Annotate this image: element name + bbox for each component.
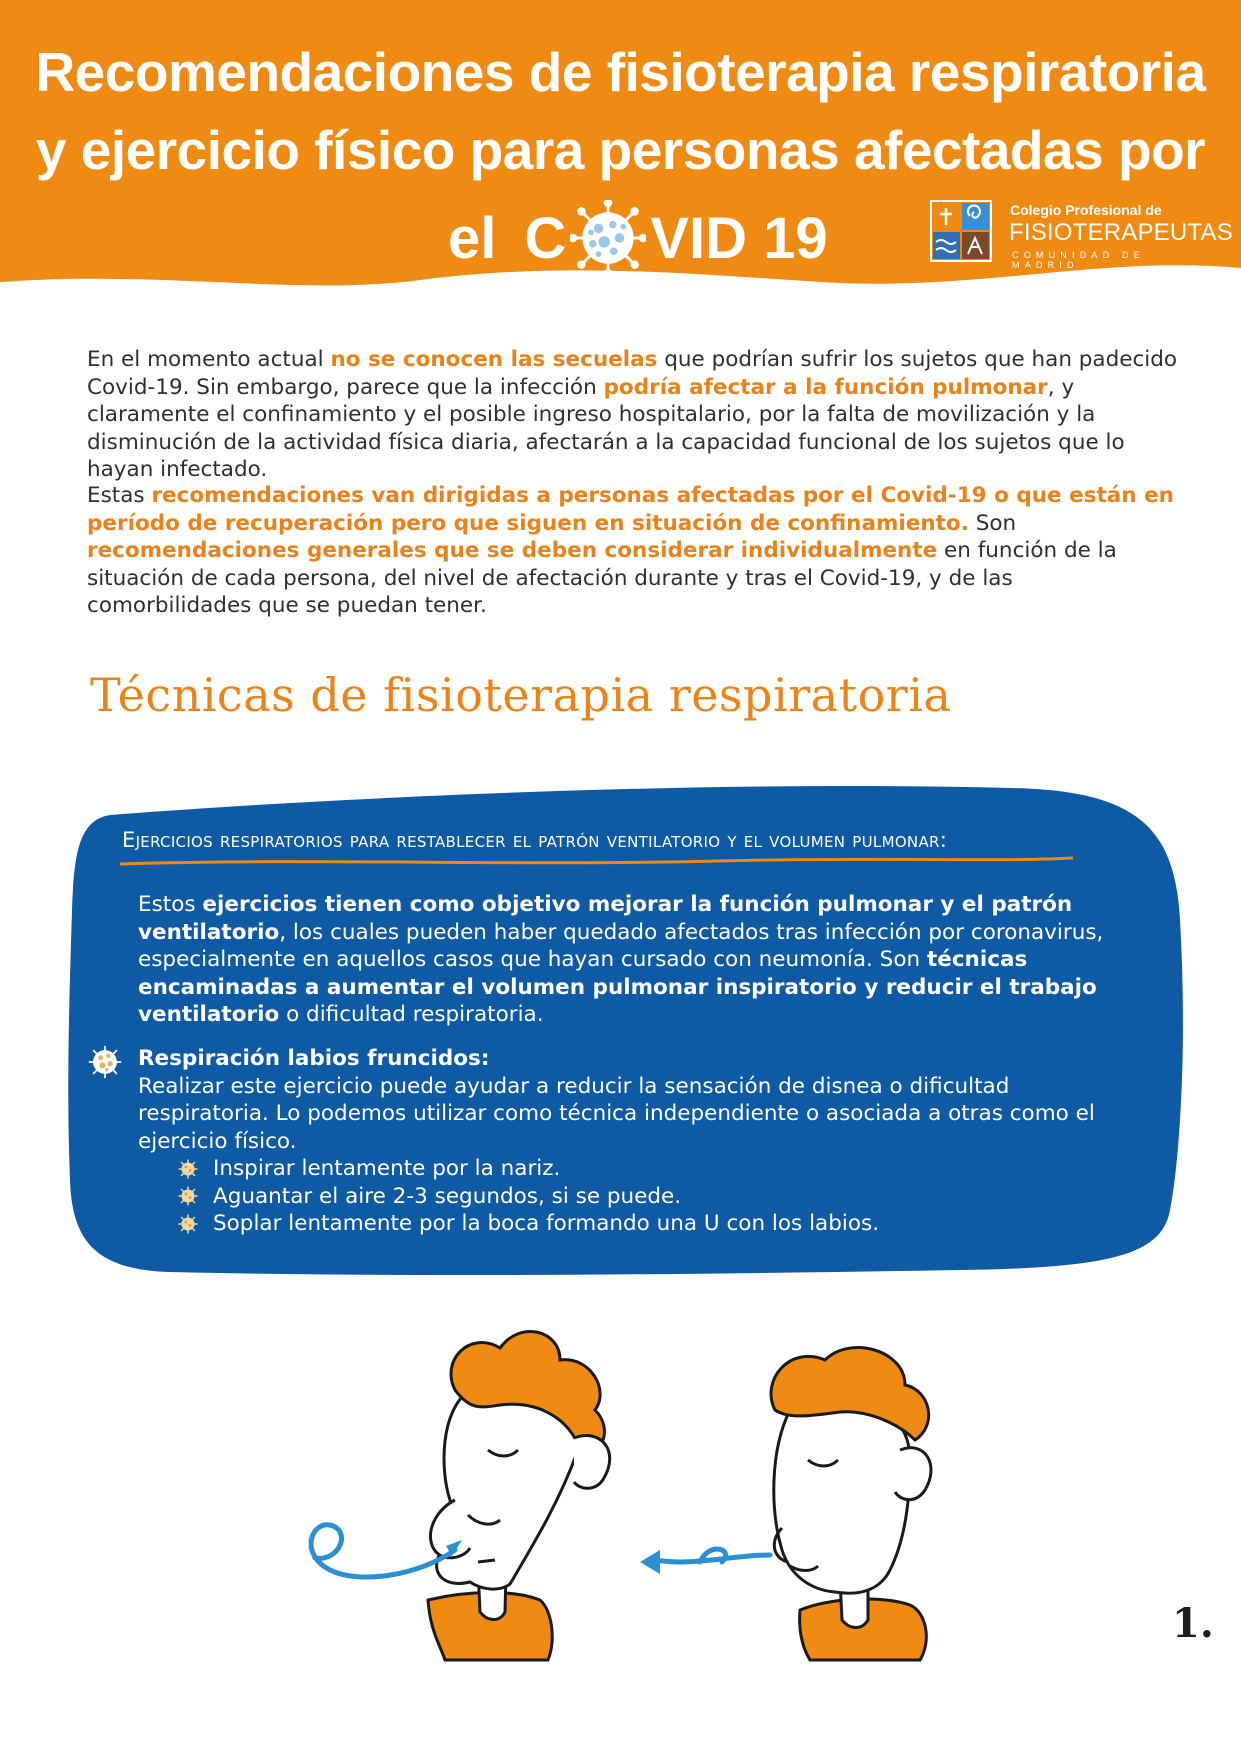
person-inhaling-illustration (311, 1331, 610, 1660)
list-item (178, 1183, 879, 1211)
colegio-logo-icon (930, 200, 992, 262)
virus-bullet-icon (178, 1214, 198, 1234)
title-c: C (524, 205, 567, 271)
title-vid: VID 19 (650, 205, 828, 271)
box-intro-part: Estos (138, 892, 203, 917)
box-intro-part: , los cuales pueden haber quedado afectados tras infección por coronavirus, especialmente en aquellos casos que hayan cursado con neumonía. Son (138, 919, 1104, 972)
virus-bullet-icon (88, 1045, 122, 1079)
box-intro-bold: técnicas encaminadas a aumentar el volumen pulmonar inspiratorio y reducir el trabajo ventilatorio (138, 947, 1097, 1027)
virus-bullet-icon (178, 1186, 198, 1206)
intro-p1-text: que podrían sufrir los sujetos que han padecido Covid-19. Sin embargo, parece que la infección (87, 347, 1178, 400)
intro-p2-highlight: recomendaciones van dirigidas a personas afectadas por el Covid-19 o que están en período de recuperación pero que siguen en situación de confinamiento. (87, 483, 1174, 536)
step-text: Aguantar el aire 2-3 segundos, si se puede. (213, 1183, 682, 1209)
header-banner (0, 0, 1241, 300)
section-title: Técnicas de fisioterapia respiratoria (90, 668, 952, 722)
colegio-logo (930, 200, 1233, 270)
pursed-lips-text: Realizar este ejercicio puede ayudar a reducir la sensación de disnea o dificultad respiratoria. Lo podemos utilizar como técnica independiente o asociada a otras como el ejercicio físico. (138, 1073, 1095, 1154)
intro-p2-text: en función de la situación de cada persona, del nivel de afectación durante y tras el Covid-19, y de las comorbilidades que se puedan tener. (87, 538, 1117, 618)
page-number: 1. (1172, 1600, 1214, 1647)
pursed-lips-item (138, 1045, 1123, 1155)
box-heading-underline (118, 852, 1078, 872)
logo-text-small: Colegio Profesional de (1010, 202, 1162, 218)
box-heading: Ejercicios respiratorios para restablecer el patrón ventilatorio y el volumen pulmonar: (122, 828, 948, 852)
list-item (178, 1210, 879, 1238)
box-intro-bold: ejercicios tienen como objetivo mejorar la función pulmonar y el patrón ventilatorio (138, 892, 1073, 945)
intro-p1-text: En el momento actual (87, 347, 331, 372)
box-intro-text (138, 891, 1123, 1029)
step-text: Soplar lentamente por la boca formando una U con los labios. (213, 1211, 880, 1236)
title-line-3 (448, 196, 828, 280)
title-line-1: Recomendaciones de fisioterapia respiratoria (35, 41, 1206, 103)
box-intro-part: o dificultad respiratoria. (279, 1002, 544, 1027)
step-text: Inspirar lentamente por la nariz. (213, 1156, 561, 1181)
intro-p2-highlight: recomendaciones generales que se deben considerar individualmente (87, 538, 938, 563)
intro-p2-text: Estas (87, 483, 152, 508)
intro-paragraph-1 (87, 346, 1182, 484)
title-el: el (448, 205, 497, 271)
coronavirus-icon (570, 200, 646, 276)
intro-p1-text: , y claramente el confinamiento y el posible ingreso hospitalario, por la falta de movilización y la disminución de la actividad física diaria, afectarán a la capacidad funcional de los sujetos que lo hayan infectado. (87, 374, 1125, 482)
list-item (178, 1155, 879, 1183)
logo-text-sub: COMUNIDAD DE MADRID (1012, 250, 1145, 270)
title-line-2: y ejercicio físico para personas afectadas por (35, 119, 1206, 181)
pursed-lips-title: Respiración labios fruncidos: (138, 1046, 490, 1071)
steps-list (178, 1155, 879, 1238)
logo-text-big: FISIOTERAPEUTAS (1009, 219, 1233, 246)
intro-p2-text: Son (968, 510, 1017, 536)
intro-p1-highlight: no se conocen las secuelas (330, 347, 658, 372)
virus-bullet-icon (178, 1159, 198, 1179)
intro-p1-highlight: podría afectar a la función pulmonar (603, 374, 1048, 400)
person-exhaling-illustration (640, 1348, 931, 1660)
breathing-illustration (0, 1300, 1241, 1754)
intro-paragraph-2 (87, 482, 1182, 620)
